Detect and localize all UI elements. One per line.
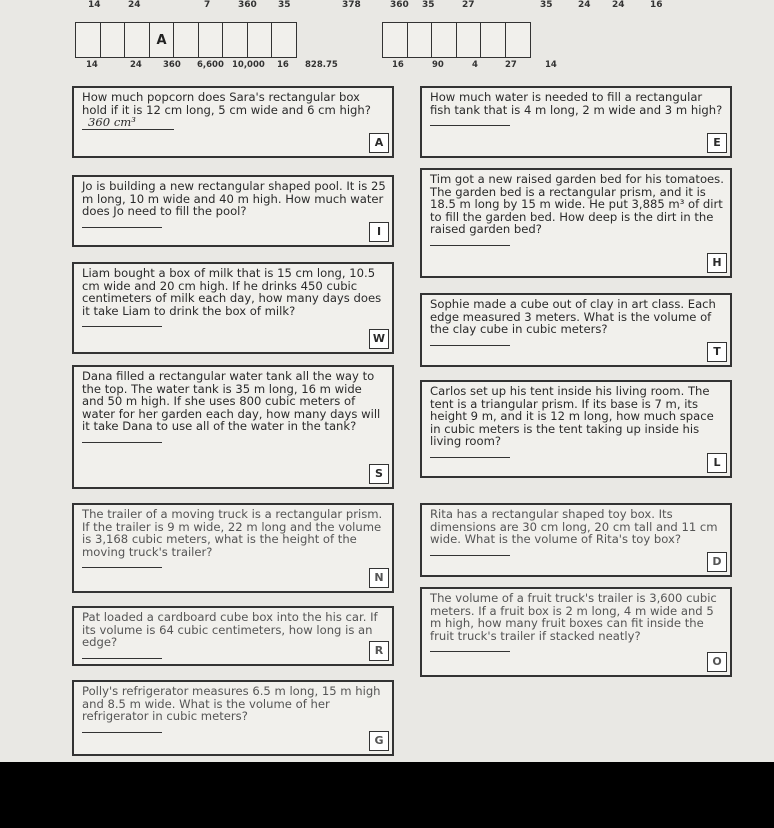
key-number: 828.75 — [305, 60, 338, 70]
top-number: 35 — [278, 0, 291, 10]
key-number: 6,600 — [197, 60, 224, 70]
key-number: 14 — [86, 60, 98, 70]
answer-line[interactable] — [82, 326, 162, 327]
answer-letter-box: D — [707, 552, 727, 572]
answer-letter-box: S — [369, 464, 389, 484]
answer-line[interactable] — [430, 651, 510, 652]
problem-text: The trailer of a moving truck is a rectangular prism. If the trailer is 9 m wide, 22 m long and the volume is 3,168 cubic meters, what is the height of the moving truck's trailer? — [82, 507, 383, 559]
answer-line[interactable] — [82, 658, 162, 659]
key-box[interactable] — [382, 22, 408, 58]
answer-line[interactable]: 360 cm³ — [82, 116, 174, 130]
answer-line[interactable] — [82, 732, 162, 733]
top-number: 360 — [238, 0, 257, 10]
key-number: 90 — [432, 60, 444, 70]
problem-card-s — [72, 365, 394, 489]
answer-line[interactable] — [82, 567, 162, 568]
problem-text: How much water is needed to fill a rectangular fish tank that is 4 m long, 2 m wide and 3 m high? — [430, 90, 723, 117]
problem-card-o — [420, 587, 732, 677]
problem-card-t — [420, 293, 732, 367]
problem-card-l — [420, 380, 732, 478]
answer-line[interactable] — [430, 345, 510, 346]
problem-text: Liam bought a box of milk that is 15 cm long, 10.5 cm wide and 20 cm high. If he drinks 450 cubic centimeters of milk each day, how many days does it take Liam to drink the box of milk? — [82, 266, 382, 318]
answer-key-boxes-left — [75, 22, 296, 58]
problem-text: The volume of a fruit truck's trailer is 3,600 cubic meters. If a fruit box is 2 m long, 4 m wide and 5 m high, how many fruit boxes can fit inside the fruit truck's trailer if stacked neatly? — [430, 591, 717, 643]
problem-text: Dana filled a rectangular water tank all the way to the top. The water tank is 35 m long, 16 m wide and 50 m high. If she uses 800 cubic meters of water for her garden each day, how many days will it take Dana to use all of the water in the tank? — [82, 369, 381, 434]
answer-letter-box: T — [707, 342, 727, 362]
top-number: 360 — [390, 0, 409, 10]
problem-text: How much popcorn does Sara's rectangular box hold if it is 12 cm long, 5 cm wide and 6 cm high? — [82, 90, 371, 117]
answer-line[interactable] — [430, 245, 510, 246]
key-number: 16 — [392, 60, 404, 70]
answer-letter-box: O — [707, 652, 727, 672]
answer-letter-box: G — [369, 731, 389, 751]
problem-text: Polly's refrigerator measures 6.5 m long, 15 m high and 8.5 m wide. What is the volume of her refrigerator in cubic meters? — [82, 684, 381, 724]
problem-card-w — [72, 262, 394, 354]
key-box[interactable]: A — [149, 22, 175, 58]
top-number: 24 — [128, 0, 141, 10]
top-answer-numbers — [0, 0, 774, 12]
key-number: 14 — [545, 60, 557, 70]
top-number: 24 — [612, 0, 625, 10]
key-box[interactable] — [247, 22, 273, 58]
answer-letter-box: H — [707, 253, 727, 273]
problem-card-d — [420, 503, 732, 577]
answer-letter-box: L — [707, 453, 727, 473]
key-number: 24 — [130, 60, 142, 70]
top-number: 27 — [462, 0, 475, 10]
answer-line[interactable] — [430, 555, 510, 556]
key-box[interactable] — [431, 22, 457, 58]
answer-line[interactable] — [430, 457, 510, 458]
problem-card-e — [420, 86, 732, 158]
key-box[interactable] — [505, 22, 531, 58]
problem-card-r — [72, 606, 394, 666]
problem-text: Carlos set up his tent inside his living room. The tent is a triangular prism. If its base is 7 m, its height 9 m, and it is 12 m long, how much space in cubic meters is the tent taking up inside his living room? — [430, 384, 714, 449]
answer-line[interactable] — [82, 442, 162, 443]
key-number: 4 — [472, 60, 478, 70]
key-box[interactable] — [100, 22, 126, 58]
top-number: 35 — [422, 0, 435, 10]
problem-card-h — [420, 168, 732, 278]
key-number: 360 — [163, 60, 181, 70]
answer-letter-box: N — [369, 568, 389, 588]
problem-text: Jo is building a new rectangular shaped pool. It is 25 m long, 10 m wide and 40 m high. How much water does Jo need to fill the pool? — [82, 179, 386, 219]
answer-letter-box: A — [369, 133, 389, 153]
answer-letter-box: W — [369, 329, 389, 349]
key-box[interactable] — [480, 22, 506, 58]
problem-card-n — [72, 503, 394, 593]
key-box[interactable] — [407, 22, 433, 58]
problem-text: Tim got a new raised garden bed for his tomatoes. The garden bed is a rectangular prism, and it is 18.5 m long by 15 m wide. He put 3,885 m³ of dirt to fill the garden bed. How deep is the dirt in the raised garden bed? — [430, 172, 724, 237]
problem-card-a — [72, 86, 394, 158]
problem-text: Sophie made a cube out of clay in art class. Each edge measured 3 meters. What is the volume of the clay cube in cubic meters? — [430, 297, 716, 337]
key-number: 16 — [277, 60, 289, 70]
answer-letter-box: E — [707, 133, 727, 153]
key-box[interactable] — [271, 22, 297, 58]
problem-text: Pat loaded a cardboard cube box into the his car. If its volume is 64 cubic centimeters, how long is an edge? — [82, 610, 378, 650]
answer-letter-box: I — [369, 222, 389, 242]
top-number: 7 — [204, 0, 211, 10]
top-number: 14 — [88, 0, 101, 10]
key-number: 27 — [505, 60, 517, 70]
top-number: 16 — [650, 0, 663, 10]
top-number: 378 — [342, 0, 361, 10]
key-number: 10,000 — [232, 60, 265, 70]
key-box[interactable] — [173, 22, 199, 58]
top-number: 35 — [540, 0, 553, 10]
answer-line[interactable] — [430, 125, 510, 126]
key-box[interactable] — [124, 22, 150, 58]
answer-key-boxes-right — [382, 22, 529, 58]
key-box[interactable] — [456, 22, 482, 58]
problem-card-g — [72, 680, 394, 756]
answer-letter-box: R — [369, 641, 389, 661]
key-box[interactable] — [75, 22, 101, 58]
key-box[interactable] — [198, 22, 224, 58]
answer-line[interactable] — [82, 227, 162, 228]
key-numbers — [0, 60, 774, 72]
top-number: 24 — [578, 0, 591, 10]
problem-text: Rita has a rectangular shaped toy box. Its dimensions are 30 cm long, 20 cm tall and 11 cm wide. What is the volume of Rita's toy box? — [430, 507, 718, 547]
problem-card-i — [72, 175, 394, 247]
key-box[interactable] — [222, 22, 248, 58]
